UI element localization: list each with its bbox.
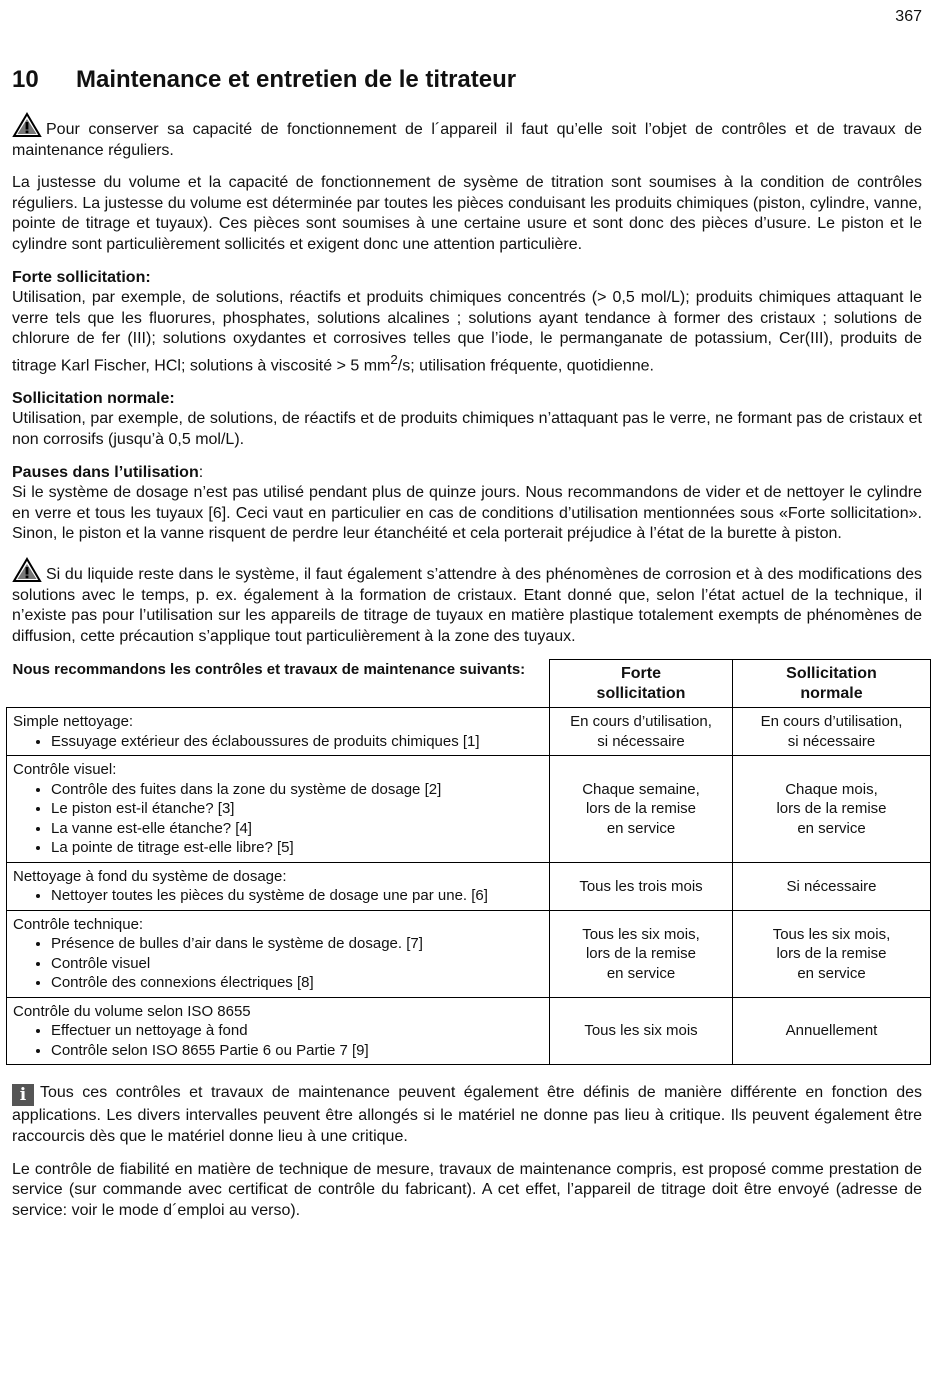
heavy-header-line: sollicitation <box>596 684 686 702</box>
frequency-line: si nécessaire <box>597 732 685 750</box>
frequency-line: Tous les six mois, <box>772 925 891 943</box>
normal-frequency-cell <box>733 997 931 1065</box>
heavy-use-text: Utilisation, par exemple, de solutions, réactifs et produits chimiques concentrés (> 0,5 mol/L); produits chimiques attaquant le verre tels que les fluorures, phosphates, solutions alcalines ; solutions ayant tendance à former des cristaux ; solutions de chlorure de fer (III); solutions oxydantes et corrosives telles que l’iode, le permanganate de potassium, Cer(III), produits de titrage Karl Fischer, HCl; solutions à viscosité > 5 mm <box>12 289 922 375</box>
task-list <box>13 1021 543 1060</box>
table-row <box>7 862 931 910</box>
frequency-line: Annuellement <box>785 1022 878 1040</box>
heavy-use-column-header <box>550 660 733 708</box>
frequency-line: Tous les trois mois <box>579 877 703 895</box>
superscript-2: 2 <box>390 351 398 367</box>
frequency-line: Tous les six mois <box>584 1022 698 1040</box>
normal-use-column-header <box>733 660 931 708</box>
heavy-use-title: Forte sollicitation: <box>12 268 151 286</box>
heavy-use-paragraph <box>12 268 922 377</box>
frequency-line: Chaque semaine, <box>582 780 700 798</box>
task-cell <box>7 997 550 1065</box>
task-item: • Contrôle selon ISO 8655 Partie 6 ou Partie 7 [9] <box>51 1041 543 1061</box>
heavy-header-line: Forte <box>621 665 661 683</box>
heavy-use-text-end: /s; utilisation fréquente, quotidienne. <box>397 357 654 375</box>
table-row <box>7 708 931 756</box>
heavy-frequency-cell <box>550 910 733 997</box>
task-cell <box>7 756 550 863</box>
warning-triangle-icon <box>12 112 42 138</box>
accuracy-paragraph: La justesse du volume et la capacité de fonctionnement de sysème de titration sont soumises à la condition de contrôles réguliers. La justesse du volume est déterminée par toutes les pièces conduisant les produits chimiques (piston, cylindre, vanne, pointe de titrage et tuyaux). Ces pièces sont soumises à une certaine usure et sont donc des pièces d’usure. Le piston et le cylindre sont particulièrement sollicités et exigent donc une attention particulière. <box>12 174 922 253</box>
task-item: • Essuyage extérieur des éclaboussures de produits chimiques [1] <box>51 732 543 752</box>
task-cell <box>7 862 550 910</box>
task-list <box>13 886 543 906</box>
info-icon: i <box>12 1084 34 1106</box>
task-title: Contrôle visuel: <box>13 761 117 779</box>
frequency-line: si nécessaire <box>787 732 876 750</box>
document-content <box>12 66 922 1233</box>
frequency-line: en service <box>606 964 676 982</box>
task-item: • Nettoyer toutes les pièces du système de dosage une par une. [6] <box>51 886 543 906</box>
frequency-line: Si nécessaire <box>786 877 877 895</box>
normal-use-paragraph <box>12 389 922 451</box>
frequency-line: lors de la remise <box>776 800 887 818</box>
task-item: • Contrôle des fuites dans la zone du système de dosage [2] <box>51 780 543 800</box>
table-row <box>7 910 931 997</box>
section-title: Maintenance et entretien de le titrateur <box>76 66 517 93</box>
task-title: Contrôle du volume selon ISO 8655 <box>13 1002 251 1020</box>
table-row <box>7 756 931 863</box>
intro-text: Pour conserver sa capacité de fonctionnement de l´appareil il faut qu’elle soit l’objet de contrôles et de travaux de maintenance réguliers. <box>12 121 922 159</box>
page-number: 367 <box>895 8 922 25</box>
frequency-line: Chaque mois, <box>785 780 878 798</box>
task-title: Nettoyage à fond du système de dosage: <box>13 867 287 885</box>
residue-warning-paragraph <box>12 557 922 647</box>
normal-frequency-cell <box>733 910 931 997</box>
task-list <box>13 934 543 993</box>
heavy-frequency-cell <box>550 708 733 756</box>
table-lead: Nous recommandons les contrôles et travaux de maintenance suivants: <box>12 660 526 678</box>
frequency-line: en service <box>797 819 866 837</box>
frequency-line: lors de la remise <box>585 945 697 963</box>
normal-header-line: Sollicitation <box>786 665 877 683</box>
task-title: Simple nettoyage: <box>13 713 134 731</box>
heavy-frequency-cell <box>550 862 733 910</box>
heavy-frequency-cell <box>550 997 733 1065</box>
normal-use-text: Utilisation, par exemple, de solutions, de réactifs et de produits chimiques n’attaquant pas le verre, ne formant pas de cristaux et non corrosifs (jusqu’à 0,5 mol/L). <box>12 410 922 449</box>
info-text: Tous ces contrôles et travaux de maintenance peuvent également être définis de manière différente en fonction des applications. Les divers intervalles peuvent être allongés si le matériel ne donne pas lieu à critique. Ils peuvent également être raccourcis dès que le matériel donne lieu à une critique. <box>12 1084 922 1145</box>
pause-paragraph <box>12 463 922 545</box>
heavy-frequency-cell <box>550 756 733 863</box>
maintenance-table <box>6 659 931 1065</box>
frequency-line: en service <box>606 819 676 837</box>
normal-header-line: normale <box>800 684 863 702</box>
task-cell <box>7 708 550 756</box>
task-list <box>13 732 543 752</box>
section-number: 10 <box>12 66 39 93</box>
intro-warning-paragraph <box>12 112 922 161</box>
info-paragraph <box>12 1083 922 1147</box>
pause-title <box>12 463 922 484</box>
section-heading <box>12 66 922 94</box>
task-title: Contrôle technique: <box>13 915 144 933</box>
task-item: • Contrôle visuel <box>51 954 543 974</box>
normal-frequency-cell <box>733 708 931 756</box>
pause-title-colon: : <box>198 463 204 481</box>
warning-triangle-icon <box>12 557 42 583</box>
frequency-line: lors de la remise <box>585 800 697 818</box>
normal-frequency-cell <box>733 756 931 863</box>
pause-text: Si le système de dosage n’est pas utilisé pendant plus de quinze jours. Nous recommandons de vider et de nettoyer le cylindre en verre et tous les tuyaux [6]. Ceci vaut en particulier en cas de conditions d’utilisation mentionnées sous «Forte sollicitation». Sinon, le piston et la vanne risquent de perdre leur étanchéité et cela porterait préjudice à l’état de la burette à piston. <box>12 484 922 543</box>
task-item: • La pointe de titrage est-elle libre? [5] <box>51 838 543 858</box>
residue-warning-text: Si du liquide reste dans le système, il faut également s’attendre à des phénomènes de corrosion et à des modifications des solutions avec le temps, p. ex. également à la formation de cristaux. Etant donné que, selon l’état actuel de la technique, il n’existe pas pour l’utilisation sur les appareils de titrage de tuyaux en matière plastique totalement exempts de phénomènes de diffusion, cette précaution s’applique tout particulièrement à la zone des tuyaux. <box>12 566 922 645</box>
pause-title-text: Pauses dans l’utilisation <box>12 463 199 481</box>
task-item: • Présence de bulles d’air dans le système de dosage. [7] <box>51 934 543 954</box>
task-item: • Le piston est-il étanche? [3] <box>51 799 543 819</box>
frequency-line: en service <box>797 964 866 982</box>
frequency-line: En cours d’utilisation, <box>760 713 903 731</box>
service-paragraph: Le contrôle de fiabilité en matière de technique de mesure, travaux de maintenance compris, est proposé comme prestation de service (sur commande avec certificat de contrôle du fabricant). A cet effet, l’appareil de titrage doit être envoyé (adresse de service: voir le mode d´emploi au verso). <box>12 1160 922 1219</box>
frequency-line: Tous les six mois, <box>582 925 700 943</box>
normal-use-title: Sollicitation normale: <box>12 389 175 407</box>
table-row <box>7 997 931 1065</box>
normal-frequency-cell <box>733 862 931 910</box>
task-item: • La vanne est-elle étanche? [4] <box>51 819 543 839</box>
frequency-line: lors de la remise <box>776 945 887 963</box>
task-item: • Contrôle des connexions électriques [8] <box>51 973 543 993</box>
task-item: • Effectuer un nettoyage à fond <box>51 1021 543 1041</box>
task-cell <box>7 910 550 997</box>
frequency-line: En cours d’utilisation, <box>570 713 712 731</box>
task-list <box>13 780 543 858</box>
table-header-row <box>7 660 931 708</box>
